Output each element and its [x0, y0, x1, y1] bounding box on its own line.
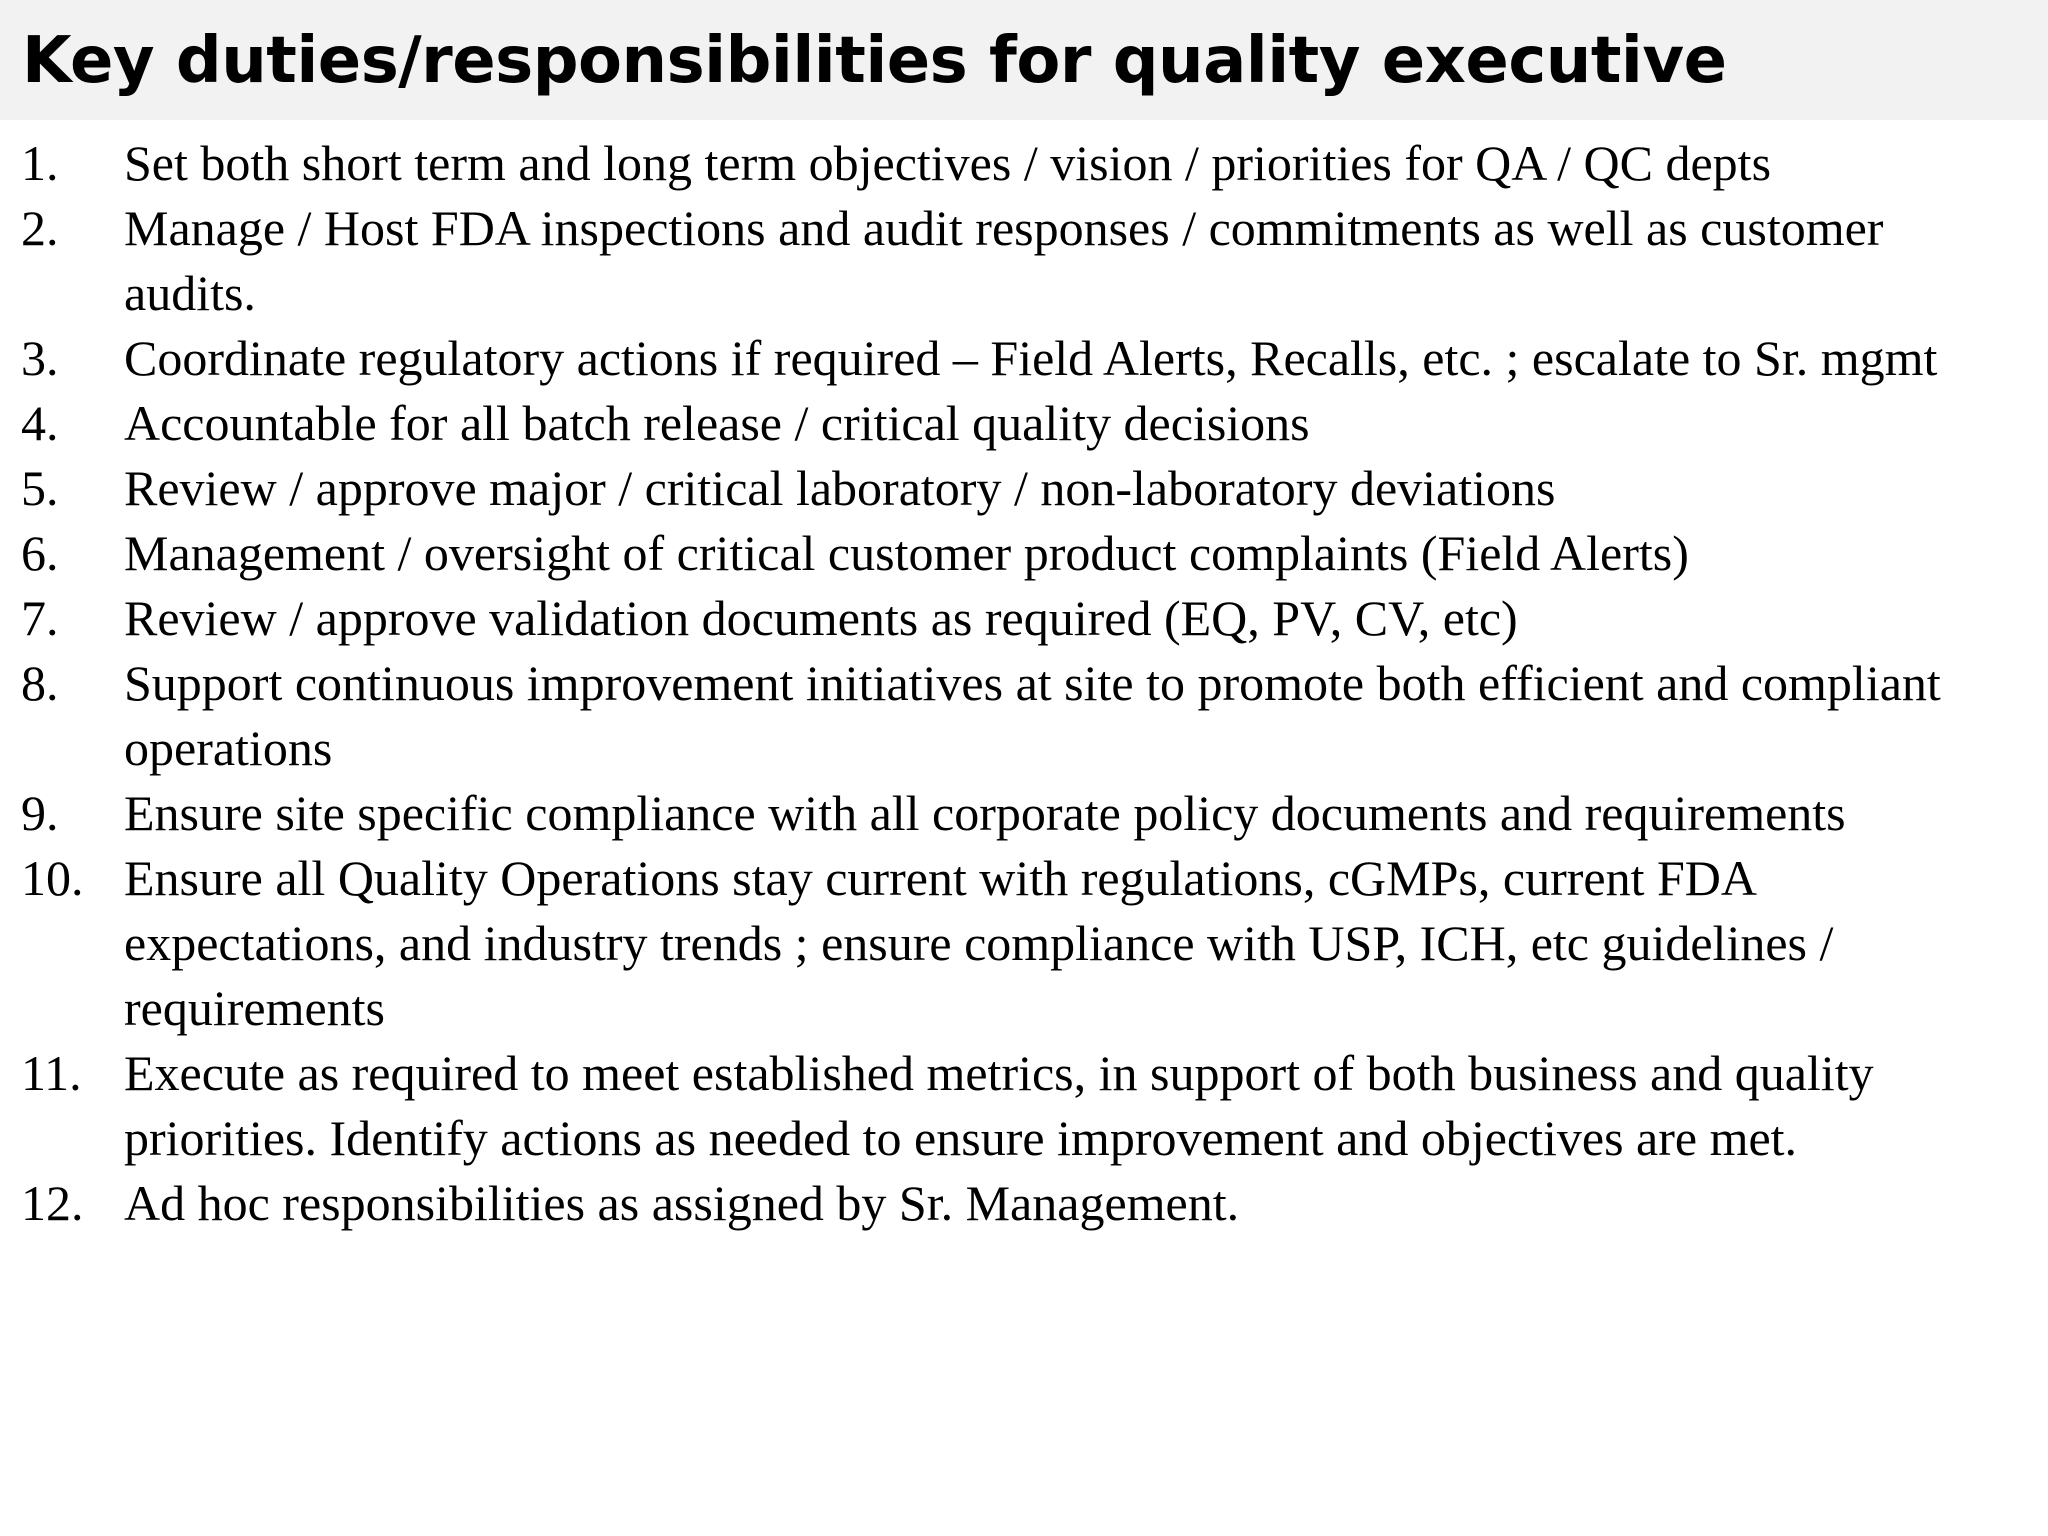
duty-text: Support continuous improvement initiatives at site to promote both efficient and compliant operations	[124, 655, 1941, 776]
duty-item-10	[0, 846, 2048, 1041]
duty-item-6	[0, 521, 2048, 586]
duty-text: Ad hoc responsibilities as assigned by Sr. Management.	[124, 1175, 1240, 1231]
duty-text: Management / oversight of critical customer product complaints (Field Alerts)	[124, 525, 1689, 581]
duty-number: 3.	[21, 330, 59, 386]
duty-text: Set both short term and long term objectives / vision / priorities for QA / QC depts	[124, 135, 1772, 191]
duty-text: Review / approve validation documents as required (EQ, PV, CV, etc)	[124, 590, 1518, 646]
title-bar	[0, 0, 2048, 120]
duties-list	[0, 131, 2048, 1236]
duty-number: 5.	[21, 460, 59, 516]
duty-number: 2.	[21, 200, 59, 256]
duty-item-11	[0, 1041, 2048, 1171]
duty-number: 11.	[21, 1045, 82, 1101]
duty-text: Coordinate regulatory actions if required – Field Alerts, Recalls, etc. ; escalate to Sr. mgmt	[124, 330, 1938, 386]
duty-text: Ensure site specific compliance with all corporate policy documents and requirements	[124, 785, 1846, 841]
duty-item-4	[0, 391, 2048, 456]
duty-item-12	[0, 1171, 2048, 1236]
duty-text: Accountable for all batch release / critical quality decisions	[124, 395, 1310, 451]
duty-item-2	[0, 196, 2048, 326]
duty-item-3	[0, 326, 2048, 391]
duty-item-8	[0, 651, 2048, 781]
duty-number: 10.	[21, 850, 84, 906]
duty-text: Review / approve major / critical laboratory / non-laboratory deviations	[124, 460, 1556, 516]
duty-item-9	[0, 781, 2048, 846]
duty-text: Ensure all Quality Operations stay current with regulations, cGMPs, current FDA expectations, and industry trends ; ensure compliance with USP, ICH, etc guidelines / requirements	[124, 850, 1834, 1036]
duty-number: 1.	[21, 135, 59, 191]
duty-item-1	[0, 131, 2048, 196]
duty-number: 12.	[21, 1175, 84, 1231]
duty-number: 7.	[21, 590, 59, 646]
duty-number: 4.	[21, 395, 59, 451]
duty-number: 9.	[21, 785, 59, 841]
slide-title: Key duties/responsibilities for quality executive	[22, 24, 1727, 98]
duty-item-5	[0, 456, 2048, 521]
duty-number: 8.	[21, 655, 59, 711]
duty-text: Manage / Host FDA inspections and audit responses / commitments as well as customer audits.	[124, 200, 1884, 321]
duty-text: Execute as required to meet established metrics, in support of both business and quality priorities. Identify actions as needed to ensure improvement and objectives are met.	[124, 1045, 1874, 1166]
duty-item-7	[0, 586, 2048, 651]
duty-number: 6.	[21, 525, 59, 581]
